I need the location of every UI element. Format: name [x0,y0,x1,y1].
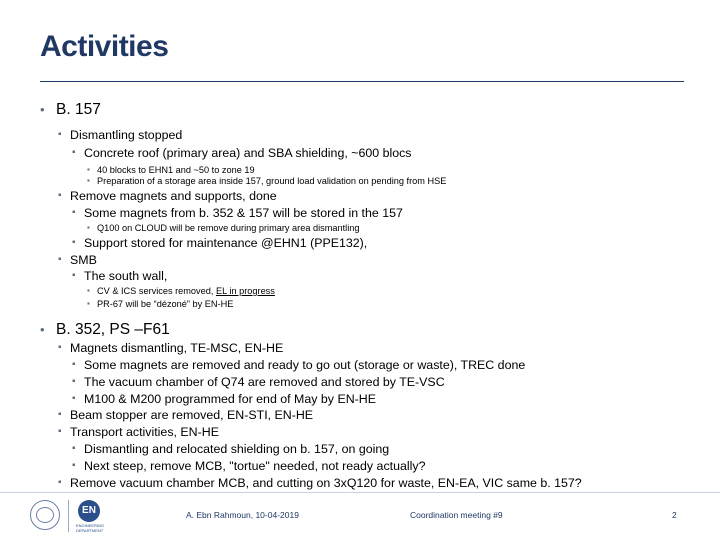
bullet-marker: ▪ [72,443,76,454]
bullet-text: The south wall, [84,269,168,283]
bullet-item-level-4 [87,176,447,187]
bullet-text: Support stored for maintenance @EHN1 (PPE132), [84,236,368,250]
bullet-text: Some magnets are removed and ready to go out (storage or waste), TREC done [84,358,526,372]
bullet-item-level-2 [58,341,284,356]
bullet-text: The vacuum chamber of Q74 are removed and stored by TE-VSC [84,375,445,389]
bullet-marker: ▪ [87,286,90,295]
bullet-text: Beam stopper are removed, EN-STI, EN-HE [70,408,314,422]
bullet-text: Magnets dismantling, TE-MSC, EN-HE [70,341,284,355]
bullet-item-level-1 [40,321,170,340]
bullet-marker: ▪ [72,237,76,248]
bullet-text: Dismantling and relocated shielding on b. 157, on going [84,442,390,456]
bullet-text: Remove vacuum chamber MCB, and cutting on 3xQ120 for waste, EN-EA, VIC same b. 157? [70,476,582,490]
bullet-text: Dismantling stopped [70,128,183,142]
bullet-marker: • [40,102,45,117]
bullet-item-level-4 [87,299,234,310]
bullet-marker: ▪ [87,299,90,308]
bullet-item-level-4 [87,165,255,176]
bullet-text-underlined: EL in progress [215,286,275,296]
bullet-item-level-3 [72,442,390,457]
footer-author: A. Ebn Rahmoun, 10-04-2019 [186,510,299,520]
logo-separator [68,500,69,532]
bullet-text: M100 & M200 programmed for end of May by EN-HE [84,392,376,406]
bullet-item-level-3 [72,375,445,390]
bullet-marker: ▪ [58,190,62,201]
footer-meeting: Coordination meeting #9 [410,510,503,520]
bullet-item-level-3 [72,206,403,221]
slide-title: Activities [40,30,169,63]
bullet-marker: ▪ [58,477,62,488]
bullet-text: Remove magnets and supports, done [70,189,277,203]
bullet-text: Q100 on CLOUD will be remove during primary area dismantling [97,223,360,233]
bullet-text: Concrete roof (primary area) and SBA shielding, ~600 blocs [84,146,412,160]
bullet-item-level-3 [72,459,426,474]
bullet-text: Some magnets from b. 352 & 157 will be stored in the 157 [84,206,403,220]
bullet-item-level-2 [58,189,277,204]
bullet-text: B. 352, PS –F61 [56,321,170,338]
bullet-item-level-2 [58,476,582,491]
bullet-text: Preparation of a storage area inside 157, ground load validation on pending from HSE [97,176,447,186]
bullet-marker: ▪ [87,176,90,185]
bullet-item-level-2 [58,253,97,268]
bullet-text: B. 157 [56,101,101,118]
bullet-item-level-1 [40,101,101,120]
bullet-marker: ▪ [58,254,62,265]
bullet-item-level-3 [72,146,412,161]
bullet-marker: ▪ [58,342,62,353]
footer-rule [0,492,720,493]
bullet-item-level-2 [58,128,183,143]
en-logo-caption: ENGINEERING DEPARTMENT [76,523,105,533]
bullet-item-level-3 [72,269,168,284]
bullet-marker: • [40,322,45,337]
bullet-marker: ▪ [72,376,76,387]
bullet-marker: ▪ [58,426,62,437]
bullet-marker: ▪ [72,270,76,281]
footer-page-number: 2 [672,510,677,520]
bullet-text: Next steep, remove MCB, "tortue" needed, not ready actually? [84,459,426,473]
bullet-item-level-3 [72,392,376,407]
bullet-marker: ▪ [58,129,62,140]
bullet-marker: ▪ [72,460,76,471]
bullet-text: SMB [70,253,97,267]
bullet-text: Transport activities, EN-HE [70,425,219,439]
bullet-item-level-3 [72,236,368,251]
bullet-marker: ▪ [58,409,62,420]
bullet-marker: ▪ [87,165,90,174]
bullet-item-level-2 [58,425,219,440]
bullet-marker: ▪ [72,207,76,218]
bullet-marker: ▪ [72,359,76,370]
bullet-item-level-3 [72,358,526,373]
bullet-marker: ▪ [72,147,76,158]
bullet-text: 40 blocks to EHN1 and ~50 to zone 19 [97,165,255,175]
title-rule [40,81,684,82]
bullet-item-level-4 [87,223,360,234]
bullet-item-level-2 [58,408,314,423]
bullet-text: PR-67 will be “dézoné” by EN-HE [97,299,234,309]
en-logo-icon: EN [78,500,100,522]
bullet-marker: ▪ [72,393,76,404]
bullet-item-level-4 [87,286,275,297]
cern-logo-icon [30,500,60,530]
bullet-marker: ▪ [87,223,90,232]
bullet-text: CV & ICS services removed, [97,286,216,296]
